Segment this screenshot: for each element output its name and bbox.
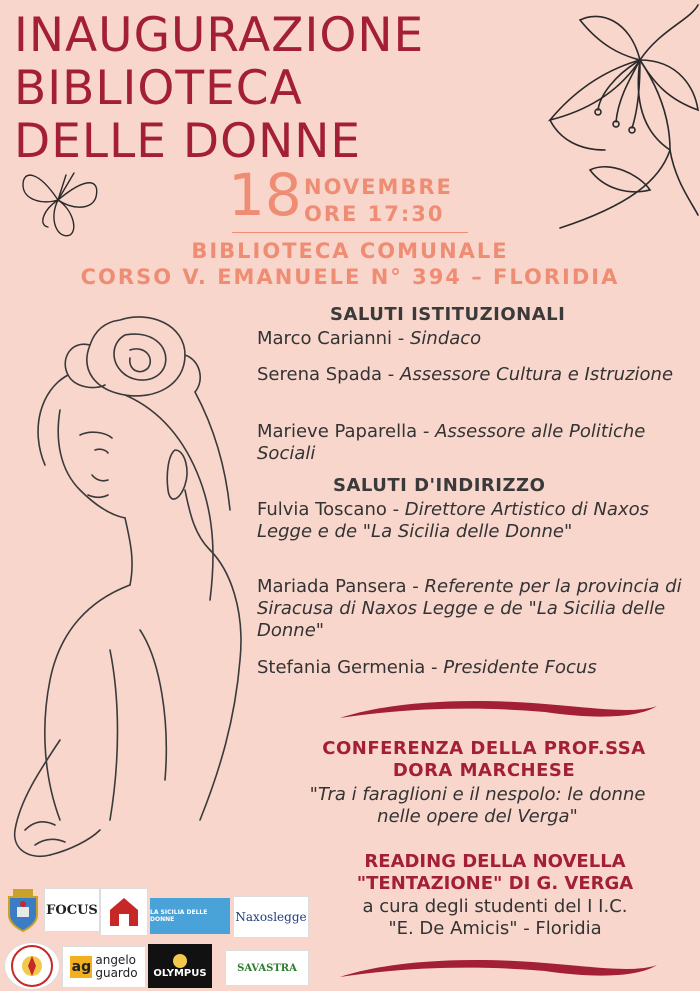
venue-name: BIBLIOTECA COMUNALE [191,239,509,263]
speaker-role: Sindaco [409,328,482,349]
reading-heading-line-2: "TENTAZIONE" DI G. VERGA [356,873,634,894]
coat-of-arms-icon [5,887,41,933]
speaker-name: Marieve Paparella - [257,421,436,442]
speaker-fulvia-toscano [257,499,697,543]
sicilia-delle-donne-logo [150,898,230,934]
sicilia-delle-donne-text: LA SICILIA DELLE DONNE [150,909,208,923]
savastra-logo [225,950,309,986]
event-month: NOVEMBRE [304,175,453,199]
swoosh-divider [335,694,665,726]
focus-logo [44,888,100,932]
title-line-2: BIBLIOTECA [14,61,303,116]
speaker-serena-spada [257,364,697,386]
guardo-text: guardo [95,966,138,980]
focus-logo-text: FOCUS [46,902,98,918]
woman-line-art-illustration [0,300,260,890]
speaker-name: Stefania Germenia - [257,657,444,678]
date-underline [232,232,468,233]
storia-societa-logo [100,888,148,936]
conference-heading-line-1: CONFERENZA DELLA PROF.SSA [322,738,646,759]
title-line-3: DELLE DONNE [14,114,362,169]
de-amicis-school-logo [4,942,60,990]
saluti-istituzionali-heading: SALUTI ISTITUZIONALI [330,304,566,325]
speaker-stefania-germenia [257,657,697,679]
speaker-role: Assessore alle Politiche Sociali [257,421,646,464]
floridia-coat-of-arms-logo [4,886,42,934]
speaker-name: Marco Carianni - [257,328,410,349]
school-emblem-icon [10,944,54,988]
naxoslegge-logo [233,896,309,938]
saluti-indirizzo-heading: SALUTI D'INDIRIZZO [333,475,546,496]
book-house-icon [104,892,144,932]
olympus-emblem-icon [173,954,187,968]
conference-heading-line-2: DORA MARCHESE [392,760,576,781]
speaker-name: Serena Spada - [257,364,401,385]
lily-flower-illustration [520,0,700,232]
angelo-guardo-mark [70,954,137,980]
conference-title-line-2: nelle opere del Verga" [377,806,578,827]
event-day: 18 [228,161,302,229]
naxoslegge-text: Naxoslegge [235,910,307,924]
venue-address: CORSO V. EMANUELE N° 394 – FLORIDIA [80,265,620,289]
savastra-text: SAVASTRA [237,962,297,974]
speaker-role: Referente per la provincia di Siracusa di Naxos Legge e de "La Sicilia delle Donne" [257,576,682,641]
title-line-1: INAUGURAZIONE [14,8,425,63]
olympus-mark [153,954,206,979]
speaker-marieve-paparella [257,421,697,465]
speaker-marco-carianni [257,328,697,350]
speaker-name: Fulvia Toscano - [257,499,405,520]
reading-subtitle-line-1: a cura degli studenti del I I.C. [362,896,628,917]
ag-badge-icon: ag [70,956,92,978]
olympus-text: OLYMPUS [153,967,207,979]
swoosh-divider-bottom [335,953,665,985]
speaker-name: Mariada Pansera - [257,576,425,597]
speaker-role: Assessore Cultura e Istruzione [400,364,674,385]
butterfly-icon [18,165,104,245]
reading-heading-line-1: READING DELLA NOVELLA [364,851,626,872]
event-time: ORE 17:30 [304,202,445,226]
speaker-role: Direttore Artistico di Naxos Legge e de "La Sicilia delle Donne" [257,499,649,542]
angelo-guardo-logo [62,946,146,988]
reading-subtitle-line-2: "E. De Amicis" - Floridia [388,918,602,939]
conference-title-line-1: "Tra i faraglioni e il nespolo: le donne [309,784,646,805]
speaker-role: Presidente Focus [443,657,597,678]
angelo-guardo-name [95,954,137,980]
olympus-logo [148,944,212,988]
speaker-mariada-pansera [257,576,697,642]
angelo-text: angelo [95,953,136,967]
